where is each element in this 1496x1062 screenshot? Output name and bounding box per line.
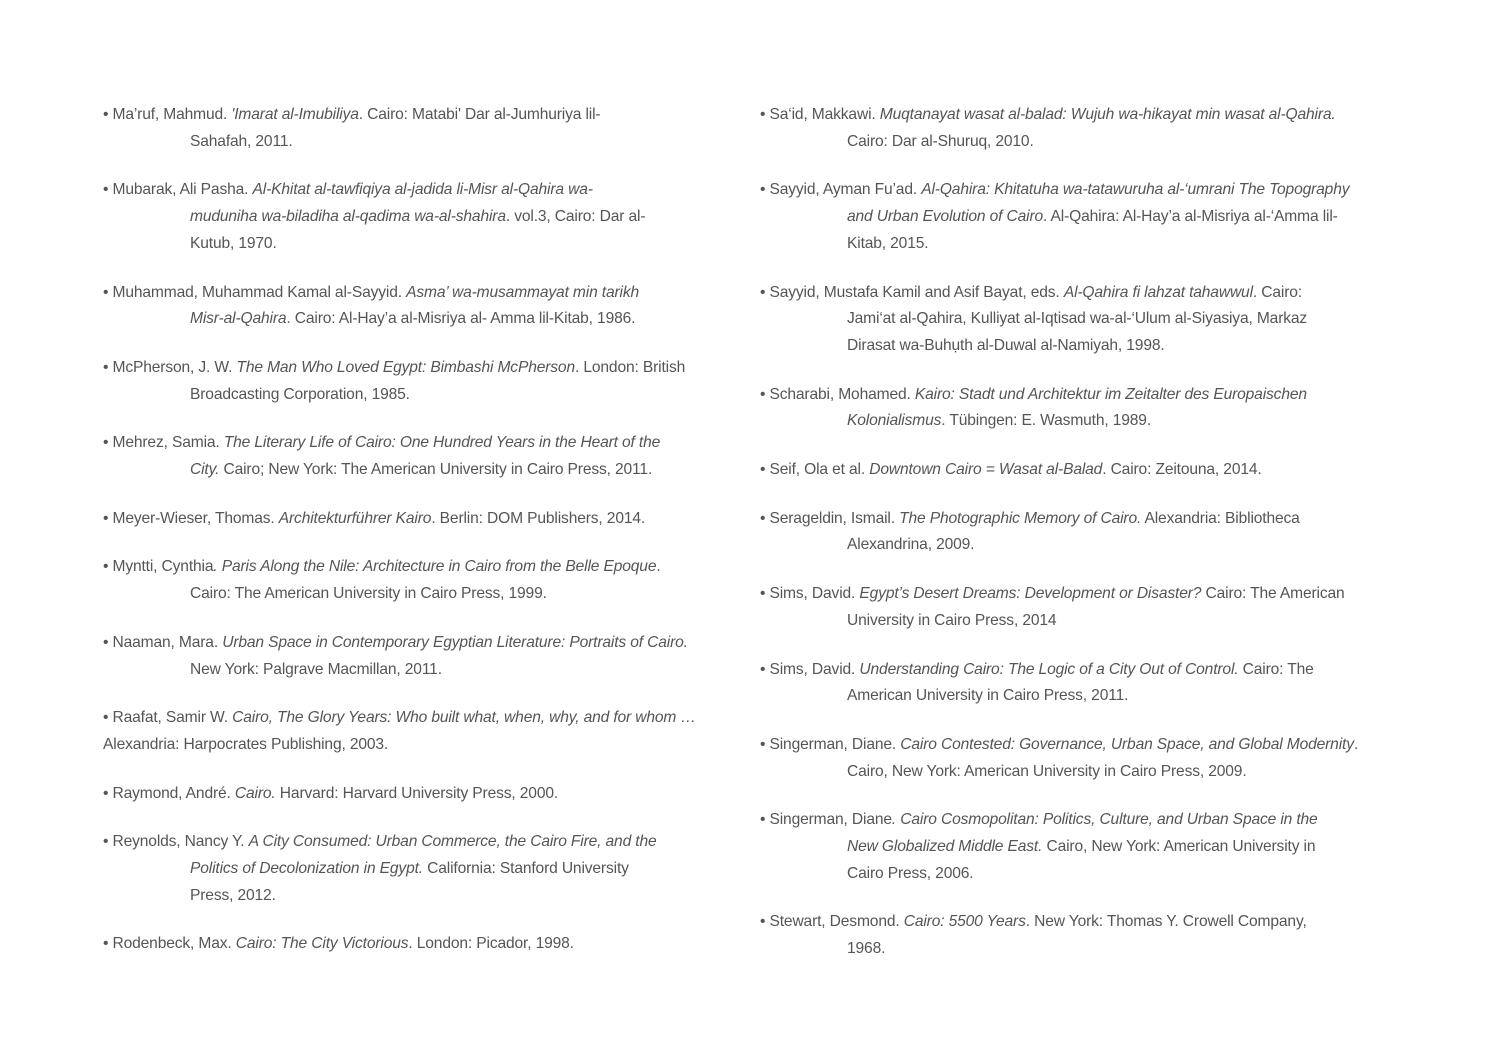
entry-title-text: Egypt’s Desert Dreams: Development or Disaster? (859, 585, 1202, 603)
entry-text: . Cairo: (1252, 283, 1302, 301)
entry-title-text: Cairo: The City Victorious (235, 935, 409, 953)
entry-text: American University in Cairo Press, 2011. (847, 687, 1129, 705)
bibliography-entry (103, 102, 743, 155)
bibliography-entry (103, 177, 743, 257)
entry-text: 1968. (847, 940, 886, 958)
entry-text: • McPherson, J. W. (103, 358, 237, 376)
entry-text: • Raafat, Samir W. (103, 709, 233, 727)
entry-title-text: Misr-al-Qahira (190, 310, 287, 328)
entry-line (103, 355, 743, 382)
entry-text: • Singerman, Diane. (760, 735, 901, 753)
entry-text: Cairo Press, 2006. (847, 864, 974, 882)
entry-text: • Singerman, Diane (760, 811, 892, 829)
entry-text: . vol.3, Cairo: Dar al- (505, 208, 646, 226)
entry-line (760, 333, 1420, 360)
entry-title-text: Politics of Decolonization in Egypt. (190, 860, 423, 878)
entry-line (103, 280, 743, 307)
entry-line (760, 306, 1420, 333)
bibliography-entry (760, 457, 1420, 484)
entry-line (103, 382, 743, 409)
bibliography-column-left (103, 102, 743, 980)
entry-text: . London: British (574, 358, 686, 376)
entry-text: • Meyer-Wieser, Thomas. (103, 509, 279, 527)
entry-title-text: . Cairo Cosmopolitan: Politics, Culture, and Urban Space in the (891, 811, 1318, 829)
entry-text: Cairo, New York: American University in Cairo Press, 2009. (847, 762, 1247, 780)
entry-title-text: Cairo: 5500 Years (903, 913, 1026, 931)
entry-line (760, 382, 1420, 409)
entry-title-text: Asma’ wa-musammayat min tarikh (406, 283, 640, 301)
entry-line (103, 554, 743, 581)
entry-text: • Myntti, Cynthia (103, 558, 214, 576)
entry-text: Kitab, 2015. (847, 234, 929, 252)
bibliography-column-right (760, 102, 1420, 985)
entry-line (760, 608, 1420, 635)
entry-title-text: Cairo, The Glory Years: Who built what, when, why, and for whom … (232, 709, 696, 727)
entry-line (760, 532, 1420, 559)
entry-line (103, 883, 743, 910)
entry-text: • Stewart, Desmond. (760, 913, 904, 931)
bibliography-entry (103, 506, 743, 533)
entry-line (760, 657, 1420, 684)
entry-title-text: Kairo: Stadt und Architektur im Zeitalter des Europaischen (914, 385, 1307, 403)
entry-title-text: . Paris Along the Nile: Architecture in Cairo from the Belle Epoque (213, 558, 657, 576)
entry-text: . (1353, 735, 1359, 753)
entry-title-text: muduniha wa-biladiha al-qadima wa-al-shahira (190, 208, 506, 226)
bibliography-entry (103, 355, 743, 408)
bibliography-entry (760, 581, 1420, 634)
entry-text: • Ma’ruf, Mahmud. (103, 106, 232, 123)
entry-line (760, 457, 1420, 484)
entry-title-text: 'Imarat al-Imubiliya (231, 106, 359, 123)
entry-line (103, 581, 743, 608)
bibliography-entry (760, 280, 1420, 360)
entry-title-text: Downtown Cairo = Wasat al-Balad (869, 461, 1103, 479)
entry-text: Alexandria: Harpocrates Publishing, 2003. (103, 735, 389, 753)
entry-title-text: The Literary Life of Cairo: One Hundred Years in the Heart of the (223, 434, 661, 452)
entry-line (760, 102, 1420, 129)
entry-text: Cairo: The American University in Cairo Press, 1999. (190, 585, 547, 603)
entry-line (760, 280, 1420, 307)
entry-text: Alexandrina, 2009. (847, 536, 975, 554)
bibliography-entry (760, 382, 1420, 435)
entry-title-text: Architekturführer Kairo (278, 509, 432, 527)
entry-line (760, 231, 1420, 258)
entry-text: . Cairo: Al-Hay’a al-Misriya al- Amma lil-Kitab, 1986. (286, 310, 636, 328)
entry-line (760, 408, 1420, 435)
bibliography-entry (760, 657, 1420, 710)
entry-text: Cairo: The American (1201, 585, 1345, 603)
entry-line (103, 231, 743, 258)
entry-line (760, 834, 1420, 861)
entry-line (103, 457, 743, 484)
entry-line (760, 861, 1420, 888)
entry-text: Harvard: Harvard University Press, 2000. (275, 784, 559, 802)
entry-line (760, 759, 1420, 786)
entry-text: • Sa‘id, Makkawi. (760, 106, 880, 123)
entry-text: • Sayyid, Ayman Fu’ad. (760, 181, 922, 199)
entry-text: • Raymond, André. (103, 784, 235, 802)
entry-line (103, 856, 743, 883)
entry-title-text: Kolonialismus (847, 412, 942, 430)
entry-text: • Rodenbeck, Max. (103, 935, 236, 953)
entry-text: . London: Picador, 1998. (408, 935, 574, 953)
entry-title-text: City. (190, 461, 220, 479)
entry-line (103, 177, 743, 204)
entry-text: • Sayyid, Mustafa Kamil and Asif Bayat, eds. (760, 283, 1064, 301)
entry-text: • Scharabi, Mohamed. (760, 385, 915, 403)
entry-line (103, 306, 743, 333)
entry-title-text: Urban Space in Contemporary Egyptian Literature: Portraits of Cairo. (222, 633, 688, 651)
entry-text: Kutub, 1970. (190, 234, 277, 252)
entry-line (760, 732, 1420, 759)
entry-text: Cairo; New York: The American University in Cairo Press, 2011. (219, 461, 653, 479)
entry-text: New York: Palgrave Macmillan, 2011. (190, 660, 442, 678)
bibliography-entry (103, 781, 743, 808)
entry-text: • Mubarak, Ali Pasha. (103, 181, 253, 199)
bibliography-entry (103, 931, 743, 958)
bibliography-entry (103, 430, 743, 483)
entry-line (760, 204, 1420, 231)
bibliography-entry (760, 506, 1420, 559)
entry-text: Press, 2012. (190, 886, 276, 904)
entry-text: • Muhammad, Muhammad Kamal al-Sayyid. (103, 283, 407, 301)
bibliography-entry (760, 807, 1420, 887)
entry-line (103, 129, 743, 156)
entry-text: • Sims, David. (760, 585, 860, 603)
entry-title-text: The Man Who Loved Egypt: Bimbashi McPherson (236, 358, 575, 376)
entry-text: • Sims, David. (760, 660, 860, 678)
bibliography-entry (103, 705, 743, 758)
entry-line (760, 506, 1420, 533)
entry-line (103, 630, 743, 657)
bibliography-entry (760, 732, 1420, 785)
entry-text: . Berlin: DOM Publishers, 2014. (431, 509, 646, 527)
entry-title-text: Muqtanayat wasat al-balad: Wujuh wa-hikayat min wasat al-Qahira. (879, 106, 1336, 123)
entry-line (103, 829, 743, 856)
entry-text: Broadcasting Corporation, 1985. (190, 385, 410, 403)
entry-line (760, 177, 1420, 204)
entry-text: • Reynolds, Nancy Y. (103, 833, 249, 851)
entry-text: Cairo: Dar al-Shuruq, 2010. (847, 132, 1034, 150)
entry-title-text: Al-Qahira: Khitatuha wa-tatawuruha al-‘umrani The Topography (921, 181, 1350, 199)
entry-text: • Seif, Ola et al. (760, 461, 870, 479)
entry-title-text: and Urban Evolution of Cairo (847, 208, 1044, 226)
entry-line (103, 705, 743, 732)
entry-line (760, 129, 1420, 156)
entry-line (103, 657, 743, 684)
entry-text: Cairo, New York: American University in (1042, 838, 1316, 856)
entry-text: . New York: Thomas Y. Crowell Company, (1025, 913, 1307, 931)
entry-title-text: A City Consumed: Urban Commerce, the Cairo Fire, and the (248, 833, 657, 851)
entry-line (103, 102, 743, 129)
bibliography-entry (760, 909, 1420, 962)
entry-line (103, 506, 743, 533)
entry-line (760, 807, 1420, 834)
entry-text: California: Stanford University (422, 860, 629, 878)
entry-title-text: The Photographic Memory of Cairo. (899, 509, 1142, 527)
entry-text: Jami‘at al-Qahira, Kulliyat al-Iqtisad wa-al-‘Ulum al-Siyasiya, Markaz (847, 310, 1308, 328)
entry-text: . (656, 558, 661, 576)
entry-line (103, 781, 743, 808)
entry-text: Sahafah, 2011. (190, 132, 293, 150)
entry-text: . Cairo: Zeitouna, 2014. (1102, 461, 1262, 479)
entry-text: Cairo: The (1238, 660, 1314, 678)
entry-line (103, 204, 743, 231)
entry-text: • Serageldin, Ismail. (760, 509, 900, 527)
bibliography-entry (103, 829, 743, 909)
entry-text: University in Cairo Press, 2014 (847, 611, 1057, 629)
entry-line (760, 909, 1420, 936)
entry-line (760, 683, 1420, 710)
bibliography-entry (103, 554, 743, 607)
entry-title-text: New Globalized Middle East. (847, 838, 1043, 856)
entry-line (760, 936, 1420, 963)
bibliography-entry (760, 102, 1420, 155)
entry-line (103, 931, 743, 958)
entry-text: . Cairo: Matabi' Dar al-Jumhuriya lil- (358, 106, 601, 123)
entry-title-text: Understanding Cairo: The Logic of a City Out of Control. (859, 660, 1239, 678)
entry-title-text: Cairo. (234, 784, 276, 802)
entry-text: Dirasat wa-Buhụth al-Duwal al-Namiyah, 1998. (847, 336, 1165, 354)
entry-title-text: Al-Qahira fi lahzat tahawwul (1063, 283, 1253, 301)
entry-line (760, 581, 1420, 608)
entry-text: . Al-Qahira: Al-Hay’a al-Misriya al-‘Amma lil- (1043, 208, 1338, 226)
bibliography-entry (103, 630, 743, 683)
entry-line (103, 732, 743, 759)
entry-line (103, 430, 743, 457)
entry-title-text: Cairo Contested: Governance, Urban Space, and Global Modernity (900, 735, 1354, 753)
entry-text: Alexandria: Bibliotheca (1141, 509, 1300, 527)
entry-text: • Mehrez, Samia. (103, 434, 224, 452)
entry-text: • Naaman, Mara. (103, 633, 223, 651)
entry-text: . Tübingen: E. Wasmuth, 1989. (941, 412, 1152, 430)
entry-title-text: Al-Khitat al-tawfiqiya al-jadida li-Misr al-Qahira wa- (252, 181, 593, 199)
bibliography-entry (760, 177, 1420, 257)
bibliography-entry (103, 280, 743, 333)
